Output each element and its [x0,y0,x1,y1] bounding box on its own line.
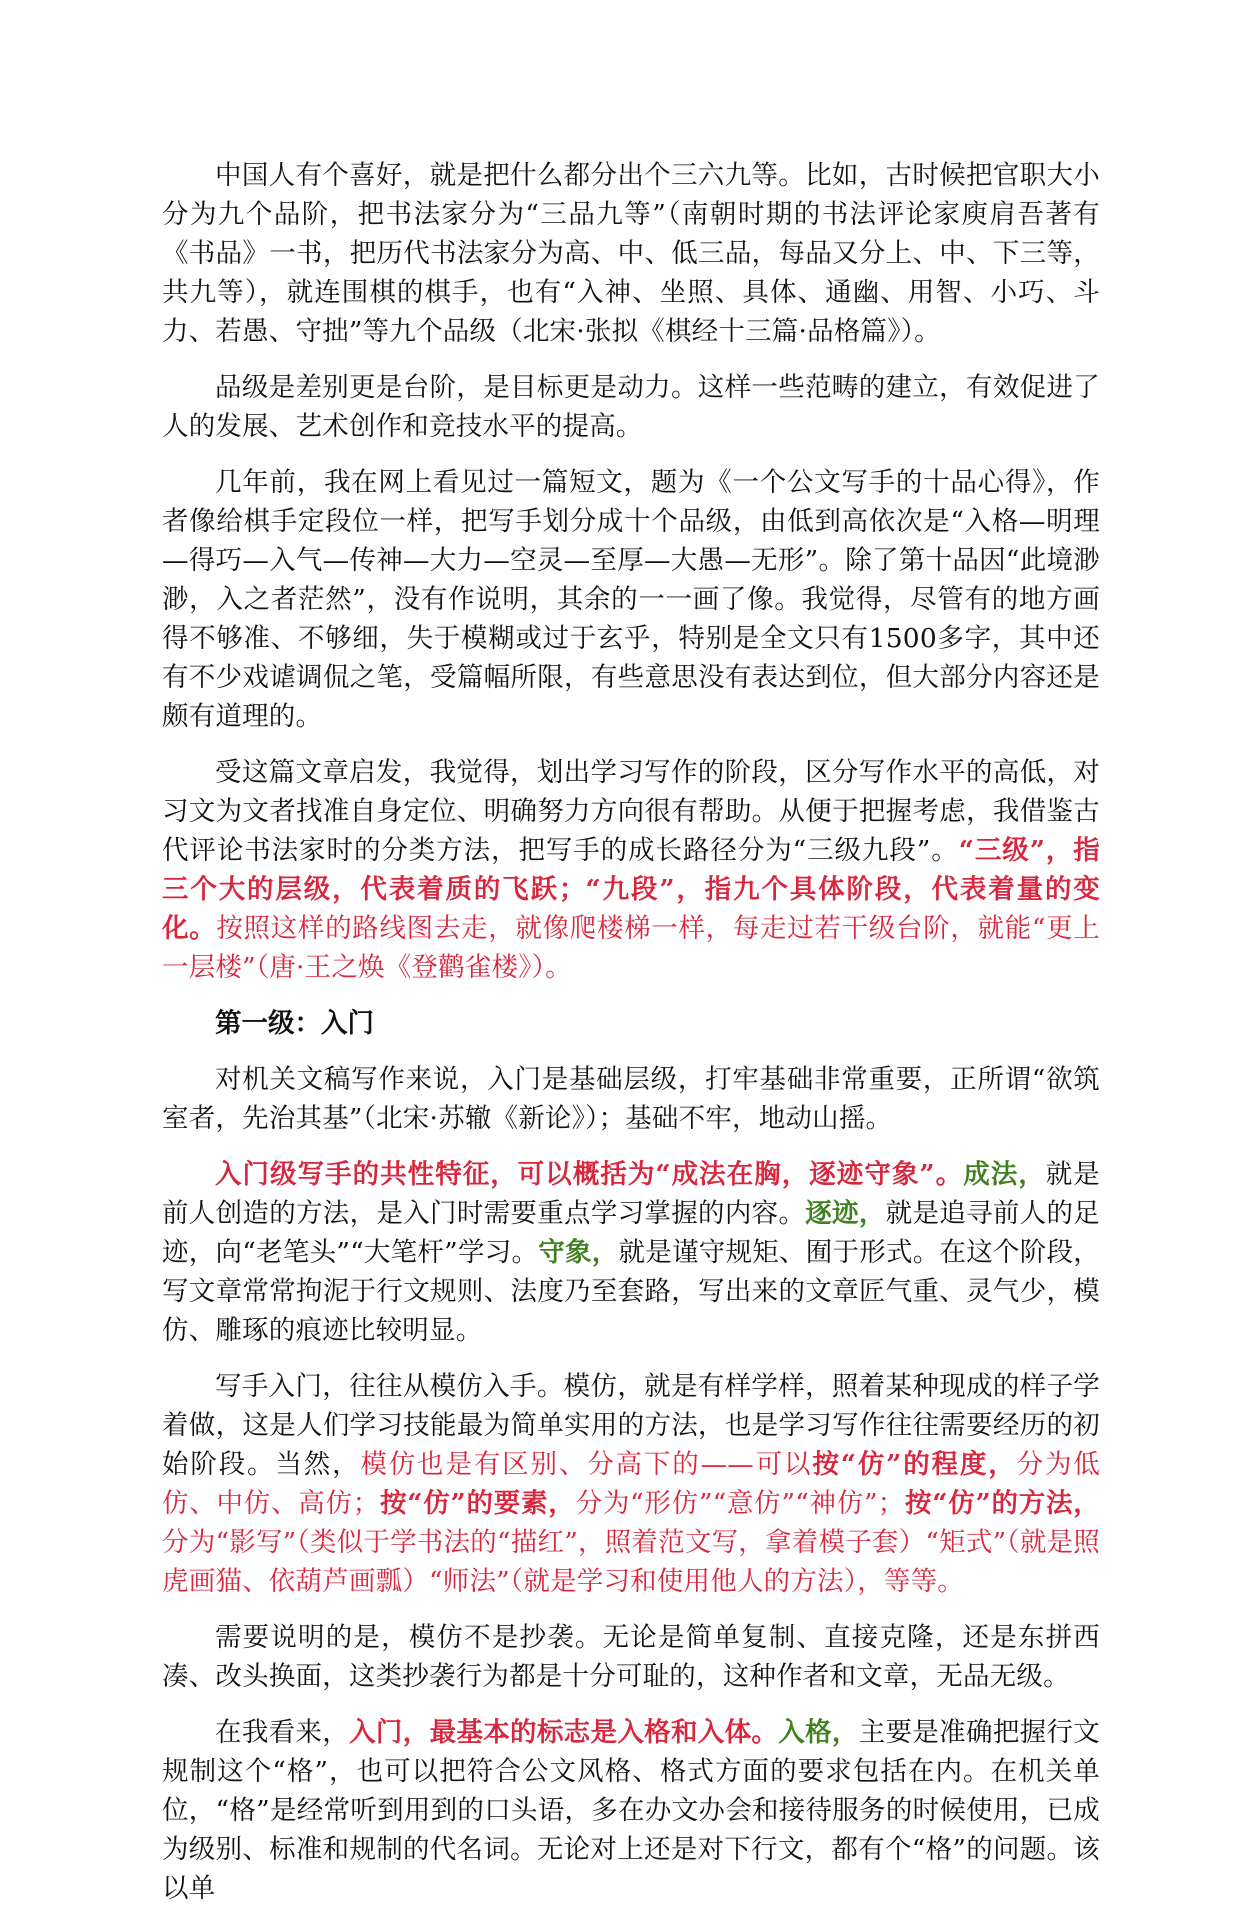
highlight-red: 模仿也是有区别、分高下的——可以 [360,1449,813,1480]
highlight-green-bold: 逐迹， [805,1198,886,1229]
paragraph-5 [162,1060,1100,1138]
highlight-red-bold: “三级”，指三个大的层级，代表着质的飞跃；“九段”，指九个具体阶段，代表着量的变化。 [162,835,1100,944]
highlight-green-bold: 入格， [778,1717,859,1748]
highlight-red: 分为低仿、中仿、高仿； [162,1449,1101,1519]
highlight-red: 按照这样的路线图去走，就像爬楼梯一样，每走过若干级台阶，就能“更上一层楼”（唐·王之焕《登鹳雀楼》）。 [162,913,1100,983]
paragraph-7 [162,1367,1100,1601]
paragraph-2 [162,368,1100,446]
paragraph-3 [162,463,1100,736]
text-segment: 就是追寻前人的足迹，向“老笔头”“大笔杆”学习。 [162,1198,1100,1268]
highlight-red-bold: 入门，最基本的标志是入格和入体。 [349,1717,779,1748]
text-segment: 就是前人创造的方法，是入门时需要重点学习掌握的内容。 [162,1159,1100,1229]
highlight-red-bold: 按“仿”的要素， [379,1488,576,1519]
text-segment: 几年前，我在网上看见过一篇短文，题为《一个公文写手的十品心得》，作者像给棋手定段位一样，把写手划分成十个品级，由低到高依次是“入格—明理—得巧—入气—传神—大力—空灵—至厚—大愚—无形”。除了第十品因“此境渺渺，入之者茫然”，没有作说明，其余的一一画了像。我觉得，尽管有的地方画得不够准、不够细，失于模糊或过于玄乎，特别是全文只有1500多字，其中还有不少戏谑调侃之笔，受篇幅所限，有些意思没有表达到位，但大部分内容还是颇有道理的。 [162,467,1100,732]
paragraph-1 [162,156,1100,351]
text-segment: 主要是准确把握行文规制这个“格”，也可以把符合公文风格、格式方面的要求包括在内。在机关单位，“格”是经常听到用到的口头语，多在办文办会和接待服务的时候使用，已成为级别、标准和规制的代名词。无论对上还是对下行文，都有个“格”的问题。该以单 [162,1717,1100,1904]
highlight-green-bold: 成法， [963,1159,1046,1190]
paragraph-8 [162,1618,1100,1696]
text-segment: 就是谨守规矩、囿于形式。在这个阶段，写文章常常拘泥于行文规则、法度乃至套路，写出来的文章匠气重、灵气少，模仿、雕琢的痕迹比较明显。 [162,1237,1100,1346]
highlight-red: 分为“影写”（类似于学书法的“描红”，照着范文写，拿着模子套）“矩式”（就是照虎画猫、依葫芦画瓢）“师法”（就是学习和使用他人的方法），等等。 [162,1527,1100,1597]
text-segment: 对机关文稿写作来说，入门是基础层级，打牢基础非常重要，正所谓“欲筑室者，先治其基”（北宋·苏辙《新论》）；基础不牢，地动山摇。 [162,1064,1100,1134]
text-segment: 受这篇文章启发，我觉得，划出学习写作的阶段，区分写作水平的高低，对习文为文者找准自身定位、明确努力方向很有帮助。从便于把握考虑，我借鉴古代评论书法家时的分类方法，把写手的成长路径分为“三级九段”。 [162,757,1100,866]
highlight-red-bold: 按“仿”的方法， [904,1488,1100,1519]
highlight-red-bold: 入门级写手的共性特征，可以概括为“成法在胸，逐迹守象”。 [215,1159,964,1190]
paragraph-6 [162,1155,1100,1350]
highlight-green-bold: 守象， [538,1237,619,1268]
paragraph-9 [162,1713,1100,1908]
text-segment: 需要说明的是，模仿不是抄袭。无论是简单复制、直接克隆，还是东拼西凑、改头换面，这类抄袭行为都是十分可耻的，这种作者和文章，无品无级。 [162,1622,1100,1692]
text-segment: 中国人有个喜好，就是把什么都分出个三六九等。比如，古时候把官职大小分为九个品阶，把书法家分为“三品九等”（南朝时期的书法评论家庾肩吾著有《书品》一书，把历代书法家分为高、中、低三品，每品又分上、中、下三等，共九等），就连围棋的棋手，也有“入神、坐照、具体、通幽、用智、小巧、斗力、若愚、守拙”等九个品级（北宋·张拟《棋经十三篇·品格篇》）。 [162,160,1100,347]
text-segment: 在我看来， [215,1717,350,1748]
highlight-red: 分为“形仿”“意仿”“神仿”； [575,1488,905,1519]
highlight-red-bold: 按“仿”的程度， [812,1449,1017,1480]
section-heading: 第一级：入门 [215,1008,374,1039]
paragraph-4 [162,753,1100,987]
text-segment: 写手入门，往往从模仿入手。模仿，就是有样学样，照着某种现成的样子学着做，这是人们学习技能最为简单实用的方法，也是学习写作往往需要经历的初始阶段。当然， [162,1371,1100,1480]
text-segment: 品级是差别更是台阶，是目标更是动力。这样一些范畴的建立，有效促进了人的发展、艺术创作和竞技水平的提高。 [162,372,1100,442]
